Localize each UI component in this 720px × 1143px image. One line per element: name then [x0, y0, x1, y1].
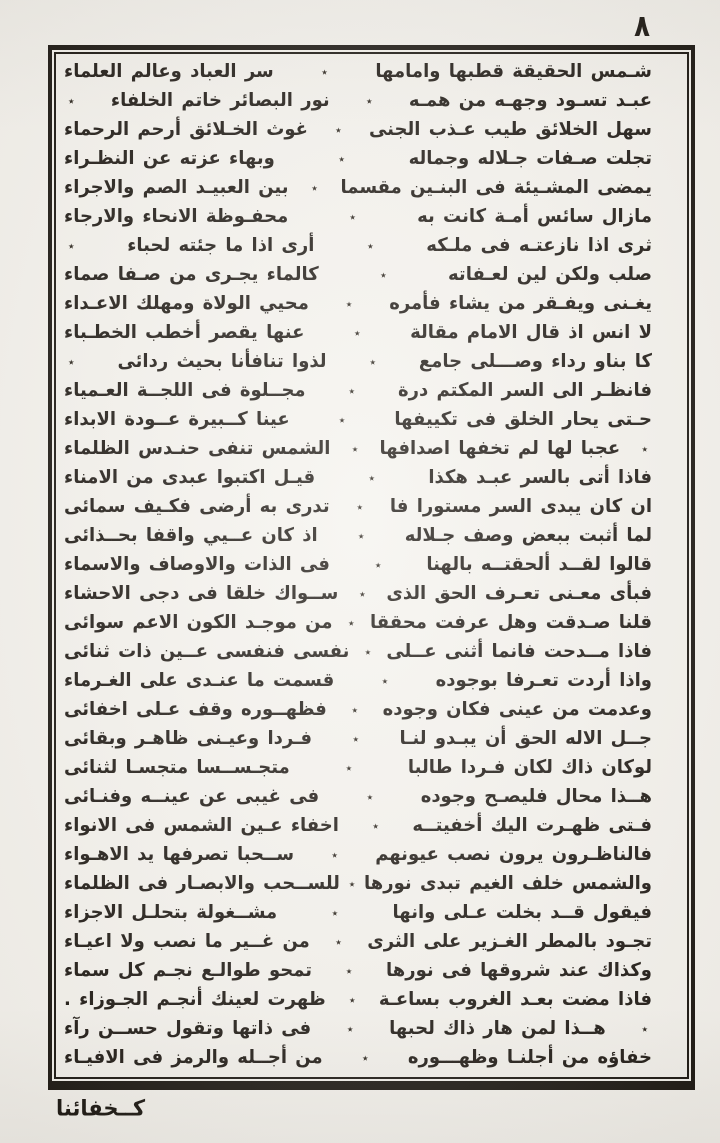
- hemistich-first: تجـود بالمطر الغـزير على الثرى: [367, 930, 652, 953]
- hemistich-first: يمضى المشـيئة فى البنـين مقسما: [340, 176, 652, 199]
- poem-line: [64, 231, 652, 260]
- hemistich-second: تدرى به أرضى فكـيف سمائى: [64, 495, 330, 518]
- hemistich-second: غوث الخـلائق أرحم الرحماء: [64, 118, 308, 141]
- star-separator-icon: ٭: [367, 238, 374, 253]
- hemistich-second: ســحبا تصرفها يد الاهـواء: [64, 843, 295, 866]
- star-separator-icon: ٭: [349, 209, 356, 224]
- hemistich-first: تجلت صـفات جـلاله وجماله: [408, 147, 652, 170]
- star-separator-icon: ٭: [381, 673, 389, 688]
- star-separator-icon: ٭: [353, 325, 361, 340]
- star-separator-icon: ٭: [338, 412, 346, 427]
- poem-line: [64, 1014, 652, 1043]
- hemistich-first: فبأى معـنى تعـرف الحق الذى: [386, 582, 652, 605]
- star-separator-icon: ٭: [351, 441, 359, 456]
- star-separator-icon: ٭: [346, 1021, 354, 1036]
- hemistich-second: من غــير ما نصب ولا اعيـاء: [64, 930, 310, 953]
- star-separator-icon: ٭: [366, 789, 374, 804]
- star-separator-icon: ٭: [348, 992, 356, 1007]
- star-separator-icon: ٭: [361, 1050, 369, 1065]
- poem-line: [64, 898, 652, 927]
- poem-line: [64, 347, 652, 376]
- poem-line: [64, 115, 652, 144]
- poem-line: [64, 521, 652, 550]
- hemistich-second: نفسى فنفسى عــين ذات ثنائى: [64, 640, 350, 663]
- hemistich-first: كا بناو رداء وصـــلى جامع: [418, 350, 652, 373]
- hemistich-second: محيي الولاة ومهلك الاعـداء: [64, 292, 309, 315]
- hemistich-second: من موجـد الكون الاعم سوائى: [64, 611, 333, 634]
- star-separator-icon: ٭: [352, 731, 360, 746]
- poem-line: [64, 144, 652, 173]
- poem-line: [64, 869, 652, 898]
- hemistich-second: من أجــله والرمز فى الافيـاء: [64, 1046, 323, 1069]
- poem-line: [64, 666, 652, 695]
- hemistich-second: ظهرت لعينك أنجـم الجـوزاء .: [64, 988, 326, 1011]
- star-separator-icon: ٭: [68, 93, 75, 108]
- poem-line: [64, 927, 652, 956]
- poem-line: [64, 434, 652, 463]
- poem-line: [64, 289, 652, 318]
- poem-line: [64, 608, 652, 637]
- star-separator-icon: ٭: [348, 615, 355, 630]
- poem-line: [64, 637, 652, 666]
- hemistich-second: اخفاء عـين الشمس فى الانواء: [64, 814, 339, 837]
- star-separator-icon: ٭: [369, 354, 377, 369]
- hemistich-first: فاذا مضت بعـد الغروب بساعـة: [378, 988, 652, 1011]
- star-separator-icon: ٭: [366, 93, 373, 108]
- poem: [64, 57, 652, 1072]
- hemistich-first: هــذا محال فليصـح وجوده: [420, 785, 652, 808]
- star-separator-icon: ٭: [68, 238, 75, 253]
- hemistich-second: بين العبيـد الصم والاجراء: [64, 176, 289, 199]
- hemistich-first: لا انس اذ قال الامام مقالة: [410, 321, 652, 344]
- hemistich-first: وعدمت من عينى فكان وجوده: [382, 698, 652, 721]
- hemistich-second: عينا كــبيرة عــودة الابداء: [64, 408, 290, 431]
- star-separator-icon: ٭: [345, 296, 353, 311]
- hemistich-first: هــذا لمن هار ذاك لحبها: [389, 1017, 606, 1040]
- star-separator-icon: ٭: [357, 528, 365, 543]
- star-separator-icon: ٭: [372, 818, 379, 833]
- hemistich-second: الشمس تنفى حنـدس الظلماء: [64, 437, 331, 460]
- poem-line: [64, 57, 652, 86]
- hemistich-second: اذ كان عــيي واقفا بحــذائى: [64, 524, 318, 547]
- hemistich-first: ان كان يبدى السر مستورا فا: [389, 495, 652, 518]
- star-separator-icon: ٭: [348, 383, 356, 398]
- poem-line: [64, 318, 652, 347]
- hemistich-first: لما أثبت ببعض وصف جـلاله: [404, 524, 652, 547]
- star-separator-icon: ٭: [351, 702, 358, 717]
- star-separator-icon: ٭: [321, 64, 328, 79]
- hemistich-second: لذوا تنافأنا بحيث ردائى: [117, 350, 327, 373]
- star-separator-icon: ٭: [311, 180, 318, 195]
- star-separator-icon: ٭: [345, 760, 353, 775]
- hemistich-first: فالناظـرون يرون نصب عيونهم: [375, 843, 652, 866]
- hemistich-second: قيـل اكتبوا عبدى من الامناء: [64, 466, 316, 489]
- hemistich-second: فـردا وعيـنى ظاهـر وبقائى: [64, 727, 313, 750]
- star-separator-icon: ٭: [345, 963, 353, 978]
- star-separator-icon: ٭: [335, 934, 342, 949]
- hemistich-second: قسمت ما عنـدى على الغـرماء: [64, 669, 335, 692]
- star-separator-icon: ٭: [364, 644, 372, 659]
- page-number: ٨: [634, 9, 650, 45]
- star-separator-icon: ٭: [331, 847, 338, 862]
- hemistich-first: وكذاك عند شروقها فى نورها: [386, 959, 652, 982]
- hemistich-second: فى الذات والاوصاف والاسماء: [64, 553, 330, 576]
- hemistich-first: فاذا مــدحت فانما أثنى عــلى: [386, 640, 652, 663]
- hemistich-first: حـتى يحار الخلق فى تكييفها: [394, 408, 652, 431]
- hemistich-second: وبهاء عزته عن النظـراء: [64, 147, 275, 170]
- hemistich-first: فانظـر الى السر المكتم درة: [398, 379, 652, 402]
- star-separator-icon: ٭: [335, 122, 342, 137]
- star-separator-icon: ٭: [348, 876, 356, 891]
- poem-line: [64, 695, 652, 724]
- poem-line: [64, 202, 652, 231]
- hemistich-first: خفاؤه من أجلنـا وظهـــوره: [407, 1046, 652, 1069]
- hemistich-second: فى ذاتها وتقول حســن رآء: [64, 1017, 312, 1040]
- star-separator-icon: ٭: [359, 586, 366, 601]
- hemistich-first: والشمس خلف الغيم تبدى نورها: [364, 872, 652, 895]
- star-separator-icon: ٭: [368, 470, 375, 485]
- hemistich-first: مازال سائس أمـة كانت به: [417, 205, 652, 228]
- poem-line: [64, 376, 652, 405]
- hemistich-second: عنها يقصر أخطب الخطـباء: [64, 321, 305, 344]
- hemistich-second: فى غيبى عن عينــه وفنـائى: [64, 785, 320, 808]
- catchword: كــخفائنا: [56, 1095, 146, 1121]
- poem-line: [64, 956, 652, 985]
- hemistich-second: تمحو طوالـع نجـم كل سماء: [64, 959, 313, 982]
- hemistich-second: محفـوظة الانحاء والارجاء: [64, 205, 289, 228]
- poem-line: [64, 782, 652, 811]
- hemistich-second: ســواك خلقا فى دجى الاحشاء: [64, 582, 339, 605]
- poem-line: [64, 86, 652, 115]
- poem-line: [64, 492, 652, 521]
- hemistich-second: فظهــوره وقف عـلى اخفائى: [64, 698, 327, 721]
- star-separator-icon: ٭: [68, 354, 75, 369]
- hemistich-first: ثرى اذا نازعتـه فى ملـكه: [426, 234, 652, 257]
- star-separator-icon: ٭: [338, 151, 345, 166]
- poem-line: [64, 985, 652, 1014]
- hemistich-second: متجـســسا متجسـا لثنائى: [64, 756, 290, 779]
- hemistich-first: سهل الخلائق طيب عـذب الجنى: [368, 118, 652, 141]
- poem-line: [64, 840, 652, 869]
- hemistich-first: عبـد تسـود وجهـه من همـه: [408, 89, 652, 112]
- hemistich-second: سر العباد وعالم العلماء: [64, 60, 274, 83]
- poem-line: [64, 260, 652, 289]
- star-separator-icon: ٭: [374, 557, 382, 572]
- poem-line: [64, 463, 652, 492]
- hemistich-first: لوكان ذاك لكان فـردا طالبا: [407, 756, 652, 779]
- star-separator-icon: ٭: [641, 1021, 648, 1036]
- hemistich-first: واذا أردت تعـرفا بوجوده: [435, 669, 652, 692]
- hemistich-first: فـتى ظهـرت اليك أخفيتــه: [412, 814, 652, 837]
- poem-line: [64, 579, 652, 608]
- hemistich-first: عجبا لها لم تخفها اصدافها: [379, 437, 621, 460]
- star-separator-icon: ٭: [380, 267, 387, 282]
- poem-line: [64, 550, 652, 579]
- hemistich-first: يغـنى ويفـقر من يشاء فأمره: [389, 292, 652, 315]
- hemistich-first: فاذا أتى بالسر عبـد هكذا: [428, 466, 652, 489]
- star-separator-icon: ٭: [641, 441, 648, 456]
- poem-line: [64, 753, 652, 782]
- hemistich-second: مجــلوة فى اللجــة العـمياء: [64, 379, 306, 402]
- poem-line: [64, 1043, 652, 1072]
- star-separator-icon: ٭: [356, 499, 364, 514]
- hemistich-first: صلب ولكن لين لعـفاته: [448, 263, 652, 286]
- hemistich-first: شـمس الحقيقة قطبها وامامها: [375, 60, 652, 83]
- poem-line: [64, 405, 652, 434]
- hemistich-second: للســحب والابصـار فى الظلماء: [64, 872, 340, 895]
- poem-line: [64, 724, 652, 753]
- hemistich-second: مشــغولة بتحلـل الاجزاء: [64, 901, 278, 924]
- poem-line: [64, 811, 652, 840]
- hemistich-first: فيقول قــد بخلت عـلى وانها: [392, 901, 652, 924]
- star-separator-icon: ٭: [331, 905, 339, 920]
- hemistich-second: أرى اذا ما جئته لحباء: [127, 234, 315, 257]
- poem-line: [64, 173, 652, 202]
- hemistich-second: نور البصائر خاتم الخلفاء: [110, 89, 330, 112]
- hemistich-first: جــل الاله الحق أن يبـدو لنـا: [399, 727, 652, 750]
- hemistich-first: قلنا صـدقت وهل عرفت محققا: [370, 611, 652, 634]
- hemistich-first: قالوا لقــد ألحقتــه بالهنا: [426, 553, 652, 576]
- hemistich-second: كالماء يجـرى من صـفا صماء: [64, 263, 319, 286]
